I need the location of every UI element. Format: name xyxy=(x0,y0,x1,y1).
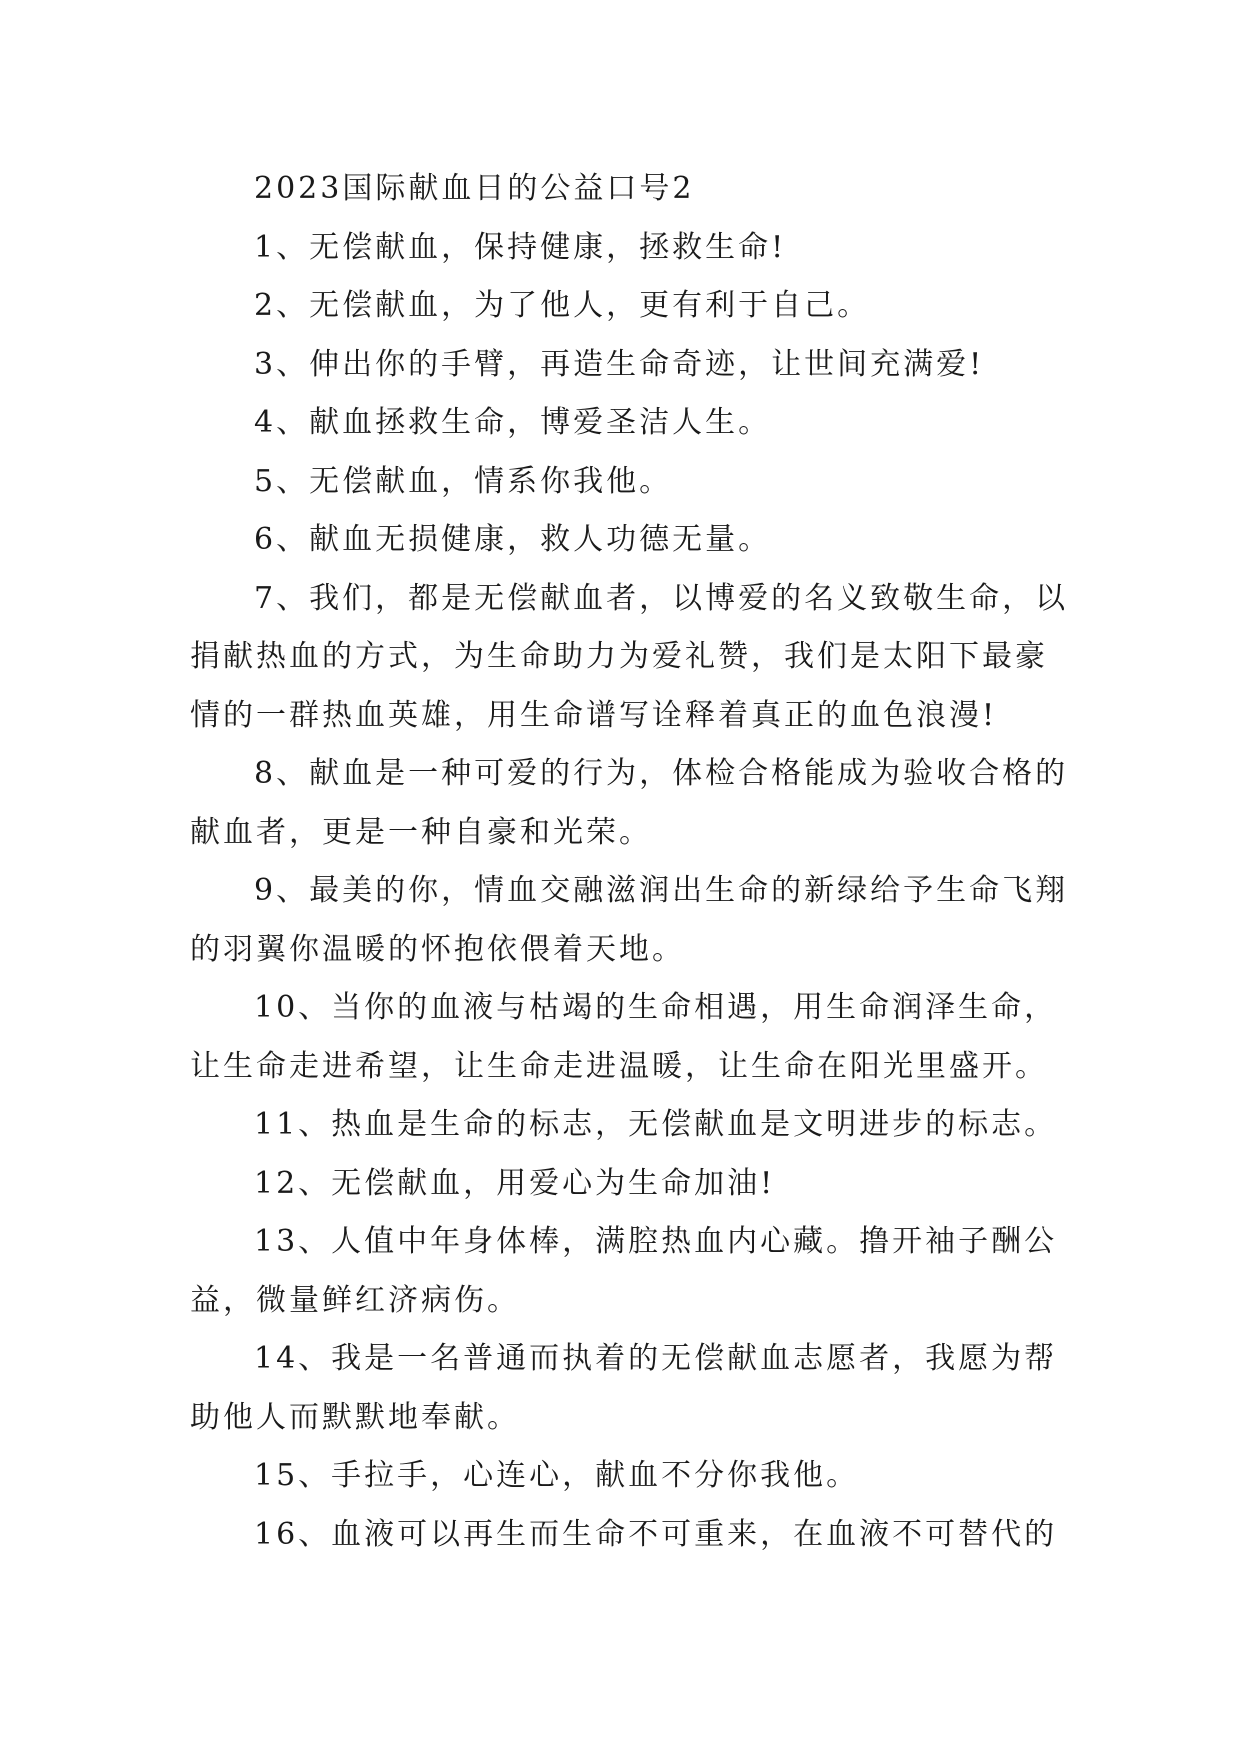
paragraph: 12、无偿献血，用爱心为生命加油! xyxy=(254,1165,776,1201)
paragraph: 16、血液可以再生而生命不可重来，在血液不可替代的 xyxy=(254,1516,1058,1552)
paragraph: 11、热血是生命的标志，无偿献血是文明进步的标志。 xyxy=(254,1107,1058,1142)
paragraph: 1、无偿献血，保持健康，拯救生命! xyxy=(254,229,787,265)
paragraph: 10、当你的血液与枯竭的生命相遇，用生命润泽生命，让生命走进希望，让生命走进温暖，让生命在阳光里盛开。 xyxy=(190,990,1058,1084)
paragraph: 8、献血是一种可爱的行为，体检合格能成为验收合格的献血者，更是一种自豪和光荣。 xyxy=(190,756,1069,850)
paragraph: 3、伸出你的手臂，再造生命奇迹，让世间充满爱! xyxy=(254,346,985,382)
paragraph: 4、献血拯救生命，博爱圣洁人生。 xyxy=(254,405,772,440)
paragraph: 9、最美的你，情血交融滋润出生命的新绿给予生命飞翔的羽翼你温暖的怀抱依偎着天地。 xyxy=(190,873,1069,967)
paragraph: 6、献血无损健康，救人功德无量。 xyxy=(254,522,772,557)
paragraph: 14、我是一名普通而执着的无偿献血志愿者，我愿为帮助他人而默默地奉献。 xyxy=(190,1341,1058,1435)
paragraph: 7、我们，都是无偿献血者，以博爱的名义致敬生命，以捐献热血的方式，为生命助力为爱礼赞，我们是太阳下最豪情的一群热血英雄，用生命谱写诠释着真正的血色浪漫! xyxy=(190,580,1069,733)
paragraph: 2、无偿献血，为了他人，更有利于自己。 xyxy=(254,288,871,323)
paragraph: 15、手拉手，心连心，献血不分你我他。 xyxy=(254,1458,860,1493)
paragraph: 13、人值中年身体棒，满腔热血内心藏。撸开袖子酬公益，微量鲜红济病伤。 xyxy=(190,1224,1058,1318)
paragraph: 5、无偿献血，情系你我他。 xyxy=(254,463,673,499)
document-title: 2023国际献血日的公益口号2 xyxy=(254,171,695,206)
document-body xyxy=(190,160,1070,1564)
